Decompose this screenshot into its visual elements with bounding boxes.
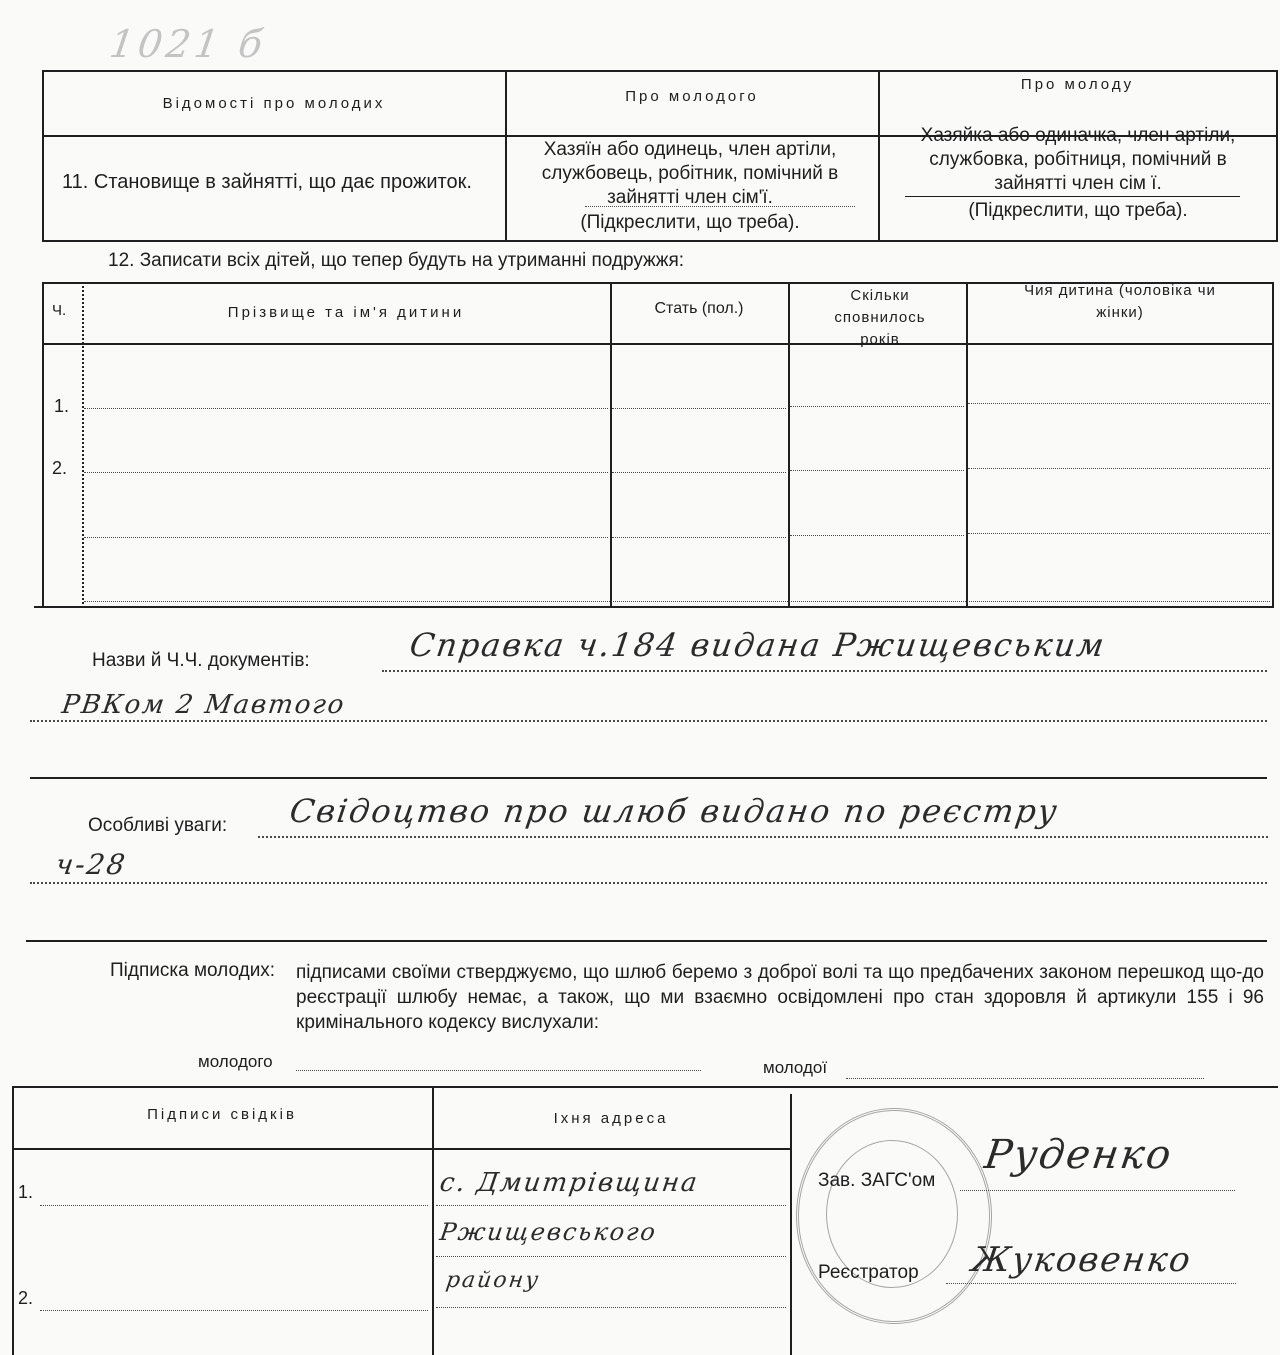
- documents-handwriting-line1: Справка ч.184 видана Ржищевським: [407, 626, 1109, 664]
- documents-label: Назви й Ч.Ч. документів:: [92, 650, 310, 671]
- row11-label: 11. Становище в зайнятті, що дає прожиток.: [62, 171, 472, 193]
- witness-address-line3: району: [444, 1268, 542, 1293]
- zags-head-label: Зав. ЗАГС'ом: [818, 1170, 936, 1191]
- row11-bride-note: (Підкреслити, що треба).: [968, 200, 1188, 221]
- header-about-bride: Про молоду: [1020, 76, 1135, 93]
- documents-handwriting-line2: РВКом 2 Мавтого: [59, 690, 348, 720]
- item12-instruction: 12. Записати всіх дітей, що тепер будуть на утриманні подружжя:: [108, 250, 685, 271]
- witnesses-header-signatures: Підписи свідків: [147, 1106, 297, 1123]
- registrar-label: Реєстратор: [818, 1262, 919, 1283]
- witness-address-line2: Ржищевського: [438, 1218, 659, 1246]
- children-row-number: 2.: [52, 458, 68, 478]
- witnesses-header-address: Іхня адреса: [553, 1110, 669, 1127]
- remarks-handwriting-line2: ч-28: [53, 848, 129, 881]
- row11-groom-options: Хазяїн або одинець, член артіли, службовець, робітник, помічний в зайнятті член сім'ї.: [541, 139, 839, 208]
- pledge-text: підписами своїми стверджуємо, що шлюб беремо з доброї волі та що предбачених законом перешкод що-до реєстрації шлюбу немає, а також, що ми взаємно освідомлені про стан здоровля й артикули 155 і 96 кримінального кодексу вислухали:: [296, 962, 1264, 1033]
- remarks-label: Особливі уваги:: [88, 815, 228, 836]
- bride-signature-label: молодої: [763, 1058, 828, 1077]
- row11-bride-options: Хазяйка або одиначка, член артіли, службовка, робітниця, помічний в зайнятті член сім ї.: [920, 125, 1236, 194]
- children-header-name: Прізвище та ім'я дитини: [227, 304, 465, 321]
- witness-address-line1: с. Дмитрівщина: [437, 1168, 701, 1198]
- remarks-handwriting-line1: Свідоцтво про шлюб видано по реєстру: [287, 792, 1062, 830]
- header-about-groom: Про молодого: [625, 88, 759, 105]
- zags-head-signature: Руденко: [981, 1132, 1176, 1178]
- children-row-number: 1.: [54, 396, 70, 416]
- corner-pencil-note: 1021 б: [106, 22, 270, 66]
- registrar-signature: Жуковенко: [969, 1240, 1195, 1280]
- children-header-age: Скільки сповнилось років: [834, 287, 926, 348]
- witness-row-number: 2.: [18, 1288, 34, 1308]
- row11-groom-note: (Підкреслити, що треба).: [580, 212, 800, 233]
- children-header-number: Ч.: [52, 302, 67, 319]
- pledge-label: Підписка молодих:: [110, 960, 276, 981]
- children-header-sex: Стать (пол.): [654, 300, 744, 317]
- witness-row-number: 1.: [18, 1182, 34, 1202]
- header-info-about-couple: Відомості про молодих: [162, 95, 386, 112]
- groom-signature-label: молодого: [198, 1052, 273, 1071]
- children-header-whose: Чия дитина (чоловіка чи жінки): [1024, 282, 1216, 321]
